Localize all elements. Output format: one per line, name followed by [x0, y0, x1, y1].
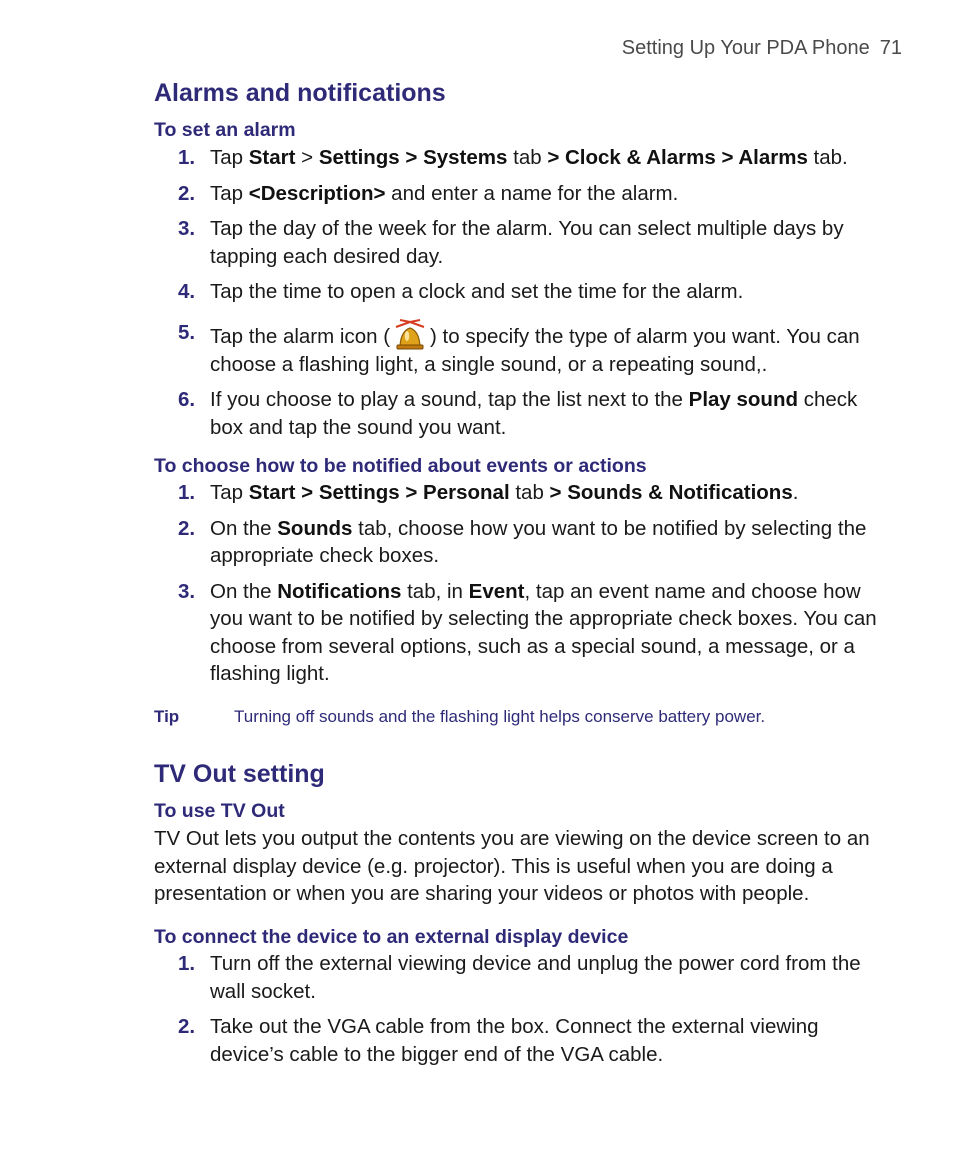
- alarm-bell-icon: [392, 319, 428, 351]
- subheading: To use TV Out: [154, 800, 285, 822]
- tip-text: Turning off sounds and the flashing light helps conserve battery power.: [234, 707, 766, 726]
- step-text: tab.: [807, 146, 848, 169]
- subheading-set-alarm: [154, 117, 876, 143]
- subheading: To choose how to be notified about events or actions: [154, 455, 647, 477]
- step-bold: > Sounds & Notifications: [549, 481, 793, 504]
- step-text: On the: [210, 579, 278, 603]
- step-text: tab: [509, 481, 550, 504]
- step-text: tab, choose how you want to be notified by selecting the appropriate check boxes.: [210, 516, 867, 567]
- step-text: Tap: [210, 146, 249, 169]
- step-number: 6.: [178, 388, 196, 411]
- subheading-connect: [154, 924, 876, 950]
- page-header: [622, 37, 902, 60]
- step-number: 1.: [178, 481, 196, 504]
- list-item: [154, 515, 878, 570]
- step-bold: Start: [248, 146, 296, 169]
- list-item: [154, 215, 878, 270]
- connect-steps: [154, 950, 878, 1076]
- step-number: 4.: [178, 280, 196, 303]
- list-item: [154, 180, 878, 208]
- step-text: Tap: [210, 481, 249, 504]
- section-title-alarms: [154, 78, 876, 108]
- subheading-use-tvout: [154, 798, 876, 824]
- step-text: ) to specify the type of alarm you want. You can choose a flashing light, a single sound, or a repeating sound,.: [210, 324, 860, 376]
- list-item: [154, 950, 878, 1005]
- subheading: To set an alarm: [154, 119, 296, 141]
- step-bold: Sounds: [277, 516, 353, 540]
- step-bold: Notifications: [277, 579, 402, 603]
- step-text: Take out the VGA cable from the box. Connect the external viewing device’s cable to the bigger end of the VGA cable.: [210, 1015, 819, 1066]
- list-item: [154, 144, 878, 172]
- page-number: 71: [879, 37, 902, 59]
- step-number: 2.: [178, 1015, 196, 1038]
- step-text: Turn off the external viewing device and unplug the power cord from the wall socket.: [210, 952, 861, 1003]
- step-text: and enter a name for the alarm.: [385, 181, 679, 205]
- step-text: check box and tap the sound you want.: [210, 388, 858, 439]
- list-item: [154, 386, 878, 441]
- step-text: tab, in: [401, 579, 469, 603]
- notify-steps: [154, 479, 878, 696]
- tvout-description: [154, 825, 882, 908]
- tip-note: [154, 707, 894, 727]
- step-text: Tap: [210, 181, 249, 205]
- step-text: , tap an event name and choose how you want to be notified by selecting the appropriate check boxes. You can choose from several options, such as a special sound, a message, or a flashing light.: [210, 579, 877, 685]
- running-title: Setting Up Your PDA Phone: [621, 37, 870, 59]
- step-text: .: [792, 481, 799, 504]
- step-bold: Start > Settings > Personal: [248, 481, 510, 504]
- step-number: 5.: [178, 320, 196, 344]
- step-bold: Event: [468, 579, 525, 603]
- step-bold: Play sound: [688, 388, 798, 411]
- section-title: TV Out setting: [154, 760, 325, 788]
- list-item: [154, 278, 878, 306]
- step-text: >: [295, 146, 319, 169]
- list-item: [154, 319, 878, 379]
- list-item: [154, 578, 878, 688]
- set-alarm-steps: [154, 144, 878, 449]
- subheading-notify: [154, 453, 876, 479]
- step-text: Tap the time to open a clock and set the time for the alarm.: [210, 280, 744, 303]
- body-paragraph: TV Out lets you output the contents you are viewing on the device screen to an external display device (e.g. projector). This is useful when you are doing a presentation or when you are sharing your videos or photos with people.: [154, 827, 870, 905]
- step-text: tab: [507, 146, 548, 169]
- step-bold: Settings > Systems: [318, 146, 508, 169]
- step-text: Tap the alarm icon (: [210, 324, 391, 348]
- list-item: [154, 1013, 878, 1068]
- tip-label: Tip: [154, 707, 180, 726]
- step-number: 2.: [178, 516, 196, 540]
- step-number: 2.: [178, 181, 196, 205]
- step-text: If you choose to play a sound, tap the list next to the: [210, 388, 689, 411]
- section-title: Alarms and notifications: [154, 79, 446, 107]
- step-number: 3.: [178, 217, 196, 240]
- step-bold: > Clock & Alarms > Alarms: [547, 146, 808, 169]
- step-text: Tap the day of the week for the alarm. You can select multiple days by tapping each desired day.: [210, 217, 844, 268]
- section-title-tvout: [154, 759, 876, 789]
- step-number: 1.: [178, 146, 196, 169]
- step-text: On the: [210, 516, 278, 540]
- subheading: To connect the device to an external display device: [154, 926, 629, 948]
- step-bold: <Description>: [248, 181, 386, 205]
- step-number: 3.: [178, 579, 196, 603]
- list-item: [154, 479, 878, 507]
- step-number: 1.: [178, 952, 196, 975]
